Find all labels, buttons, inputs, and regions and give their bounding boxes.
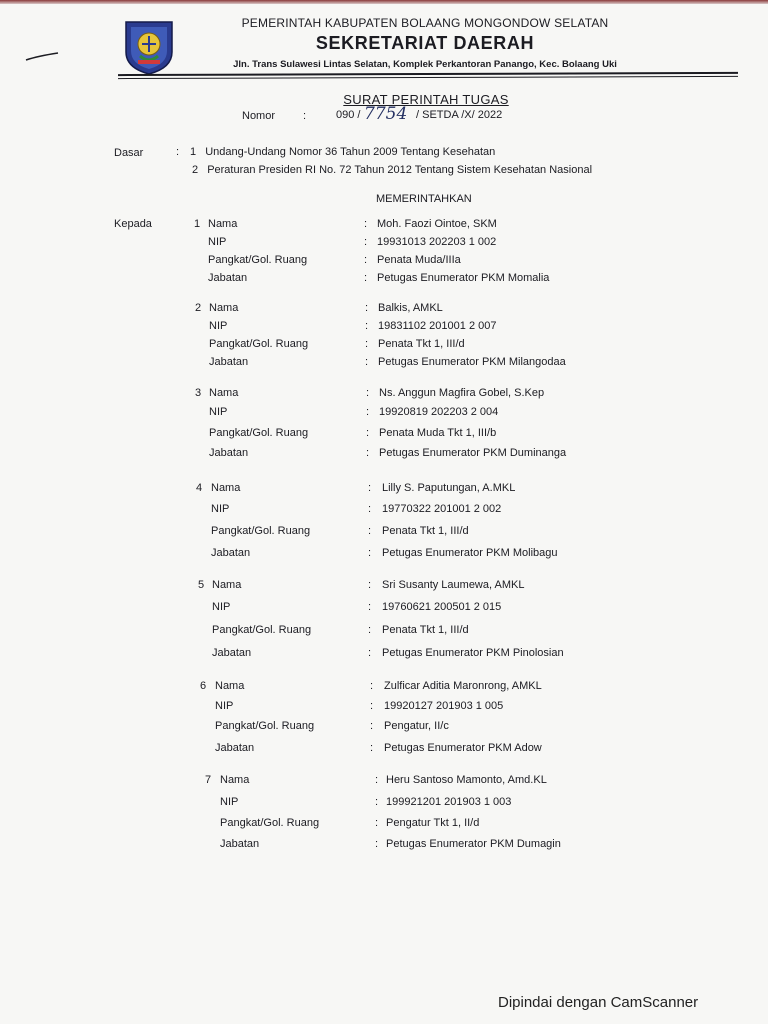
field-label-nama: Nama: [215, 680, 245, 692]
field-value-nip: 19920127 201903 1 005: [384, 700, 504, 712]
field-colon: :: [370, 742, 374, 754]
field-value-nip: 19931013 202203 1 002: [377, 236, 497, 248]
field-label-pangkat: Pangkat/Gol. Ruang: [208, 254, 308, 266]
scan-top-edge: [0, 0, 768, 4]
assignee-field-nama: [195, 387, 715, 401]
field-label-nama: Nama: [209, 302, 239, 314]
field-label-jabatan: Jabatan: [220, 838, 260, 850]
field-label-pangkat: Pangkat/Gol. Ruang: [209, 427, 309, 439]
assignee-field-nama: [200, 680, 720, 694]
field-colon: :: [370, 680, 374, 692]
assignee-field-jabatan: [198, 647, 718, 661]
dasar-colon: :: [176, 146, 180, 158]
field-colon: :: [364, 218, 368, 230]
field-value-nip: 19831102 201001 2 007: [378, 320, 497, 332]
assignee-field-nama: [195, 302, 715, 316]
number-label: Nomor: [242, 110, 276, 122]
field-value-nip: 19920819 202203 2 004: [379, 406, 499, 418]
field-label-pangkat: Pangkat/Gol. Ruang: [220, 817, 320, 829]
field-label-nip: NIP: [215, 700, 234, 712]
assignee-field-jabatan: [200, 742, 720, 756]
field-label-jabatan: Jabatan: [212, 647, 252, 659]
field-label-pangkat: Pangkat/Gol. Ruang: [215, 720, 315, 732]
field-value-nama: Balkis, AMKL: [378, 302, 443, 314]
assignee-field-pangkat: [195, 427, 715, 441]
letterhead-government: PEMERINTAH KABUPATEN BOLAANG MONGONDOW SELATAN: [241, 16, 609, 30]
field-label-jabatan: Jabatan: [208, 272, 248, 284]
field-colon: :: [375, 838, 379, 850]
instruction-heading: MEMERINTAHKAN: [376, 193, 472, 205]
scanner-watermark: Dipindai dengan CamScanner: [498, 994, 699, 1011]
dasar-item-number: 2: [192, 164, 199, 176]
field-colon: :: [368, 503, 372, 515]
dasar-label: Dasar: [114, 147, 144, 159]
number-prefix: 090 /: [336, 109, 361, 121]
field-value-pangkat: Penata Muda Tkt 1, III/b: [379, 427, 497, 439]
number-colon: :: [303, 110, 307, 122]
field-value-jabatan: Petugas Enumerator PKM Adow: [384, 742, 542, 754]
field-label-nama: Nama: [212, 579, 242, 591]
assignee-number: 2: [195, 302, 202, 314]
field-colon: :: [366, 406, 370, 418]
field-value-pangkat: Pengatur Tkt 1, II/d: [386, 817, 480, 829]
field-label-nama: Nama: [220, 774, 250, 786]
field-value-nama: Zulficar Aditia Maronrong, AMKL: [384, 680, 542, 692]
assignee-number: 3: [195, 387, 202, 399]
assignee-field-pangkat: [205, 817, 725, 831]
field-value-nama: Moh. Faozi Ointoe, SKM: [377, 218, 497, 230]
field-value-jabatan: Petugas Enumerator PKM Dumagin: [386, 838, 561, 850]
assignee-field-nama: [196, 482, 716, 496]
field-label-nip: NIP: [208, 236, 227, 248]
dasar-item-1: [190, 146, 495, 158]
kepada-label: Kepada: [114, 218, 152, 230]
field-colon: :: [365, 338, 369, 350]
assignee-number: 6: [200, 680, 207, 692]
assignee-field-pangkat: [194, 254, 714, 268]
dasar-item-text: Peraturan Presiden RI No. 72 Tahun 2012 Tentang Sistem Kesehatan Nasional: [207, 164, 593, 176]
field-value-jabatan: Petugas Enumerator PKM Milangodaa: [378, 356, 566, 368]
field-colon: :: [375, 817, 379, 829]
field-value-nip: 19760621 200501 2 015: [382, 601, 502, 613]
assignee-field-nama: [198, 579, 718, 593]
assignee-field-nama: [205, 774, 725, 788]
field-label-nip: NIP: [211, 503, 230, 515]
field-colon: :: [366, 427, 370, 439]
field-value-nama: Lilly S. Paputungan, A.MKL: [382, 482, 516, 494]
field-colon: :: [375, 796, 379, 808]
field-colon: :: [368, 579, 372, 591]
field-colon: :: [366, 447, 370, 459]
field-colon: :: [368, 601, 372, 613]
field-colon: :: [365, 320, 369, 332]
assignee-field-pangkat: [196, 525, 716, 539]
assignee-field-jabatan: [194, 272, 714, 286]
assignee-field-pangkat: [198, 624, 718, 638]
letterhead-office: SEKRETARIAT DAERAH: [315, 33, 535, 53]
field-label-nama: Nama: [208, 218, 238, 230]
field-label-jabatan: Jabatan: [215, 742, 255, 754]
field-label-nip: NIP: [209, 406, 228, 418]
field-value-nip: 199921201 201903 1 003: [386, 796, 512, 808]
assignee-field-nip: [195, 320, 715, 334]
assignee-field-nip: [205, 796, 725, 810]
field-value-nama: Heru Santoso Mamonto, Amd.KL: [386, 774, 547, 786]
field-value-nama: Ns. Anggun Magfira Gobel, S.Kep: [379, 387, 545, 399]
letterhead-rule-thin: [118, 76, 738, 79]
field-value-pangkat: Penata Tkt 1, III/d: [382, 624, 469, 636]
field-label-nip: NIP: [209, 320, 228, 332]
dasar-item-number: 1: [190, 146, 197, 158]
regency-emblem-icon: [120, 18, 178, 76]
field-colon: :: [364, 236, 368, 248]
field-colon: :: [364, 272, 368, 284]
assignee-number: 1: [194, 218, 201, 230]
field-colon: :: [375, 774, 379, 786]
field-value-jabatan: Petugas Enumerator PKM Molibagu: [382, 547, 558, 559]
letterhead-address: Jln. Trans Sulawesi Lintas Selatan, Komplek Perkantoran Panango, Kec. Bolaang Uki: [233, 59, 617, 70]
field-label-nama: Nama: [211, 482, 241, 494]
field-label-nip: NIP: [220, 796, 239, 808]
assignee-field-pangkat: [195, 338, 715, 352]
field-value-jabatan: Petugas Enumerator PKM Pinolosian: [382, 647, 564, 659]
field-colon: :: [370, 720, 374, 732]
field-colon: :: [368, 624, 372, 636]
field-colon: :: [368, 547, 372, 559]
field-value-nama: Sri Susanty Laumewa, AMKL: [382, 579, 525, 591]
field-label-pangkat: Pangkat/Gol. Ruang: [209, 338, 309, 350]
field-value-jabatan: Petugas Enumerator PKM Duminanga: [379, 447, 567, 459]
field-colon: :: [370, 700, 374, 712]
assignee-field-jabatan: [195, 356, 715, 370]
dasar-item-2: [192, 164, 592, 176]
field-value-nip: 19770322 201001 2 002: [382, 503, 502, 515]
field-colon: :: [365, 302, 369, 314]
number-suffix: / SETDA /X/ 2022: [416, 109, 503, 121]
assignee-field-nama: [194, 218, 714, 232]
assignee-field-nip: [196, 503, 716, 517]
assignee-number: 4: [196, 482, 203, 494]
field-label-jabatan: Jabatan: [211, 547, 251, 559]
number-handwritten: 7754: [364, 104, 408, 124]
field-label-nip: NIP: [212, 601, 231, 613]
field-colon: :: [368, 482, 372, 494]
assignee-number: 5: [198, 579, 205, 591]
field-colon: :: [364, 254, 368, 266]
field-label-jabatan: Jabatan: [209, 356, 249, 368]
assignee-field-nip: [198, 601, 718, 615]
assignee-field-pangkat: [200, 720, 720, 734]
field-value-pangkat: Pengatur, II/c: [384, 720, 449, 732]
assignee-field-nip: [195, 406, 715, 420]
assignee-field-nip: [200, 700, 720, 714]
dasar-item-text: Undang-Undang Nomor 36 Tahun 2009 Tentang Kesehatan: [205, 146, 496, 158]
field-value-jabatan: Petugas Enumerator PKM Momalia: [377, 272, 550, 284]
field-label-pangkat: Pangkat/Gol. Ruang: [212, 624, 312, 636]
field-value-pangkat: Penata Tkt 1, III/d: [378, 338, 465, 350]
letter-title: SURAT PERINTAH TUGAS: [343, 92, 509, 107]
assignee-field-nip: [194, 236, 714, 250]
assignee-field-jabatan: [196, 547, 716, 561]
field-value-pangkat: Penata Muda/IIIa: [377, 254, 461, 266]
field-label-pangkat: Pangkat/Gol. Ruang: [211, 525, 311, 537]
assignee-field-jabatan: [195, 447, 715, 461]
field-colon: :: [368, 525, 372, 537]
field-label-nama: Nama: [209, 387, 239, 399]
field-value-pangkat: Penata Tkt 1, III/d: [382, 525, 469, 537]
assignee-number: 7: [205, 774, 212, 786]
field-colon: :: [368, 647, 372, 659]
field-colon: :: [366, 387, 370, 399]
pen-stroke-mark: [24, 50, 62, 64]
field-label-jabatan: Jabatan: [209, 447, 249, 459]
assignee-field-jabatan: [205, 838, 725, 852]
field-colon: :: [365, 356, 369, 368]
